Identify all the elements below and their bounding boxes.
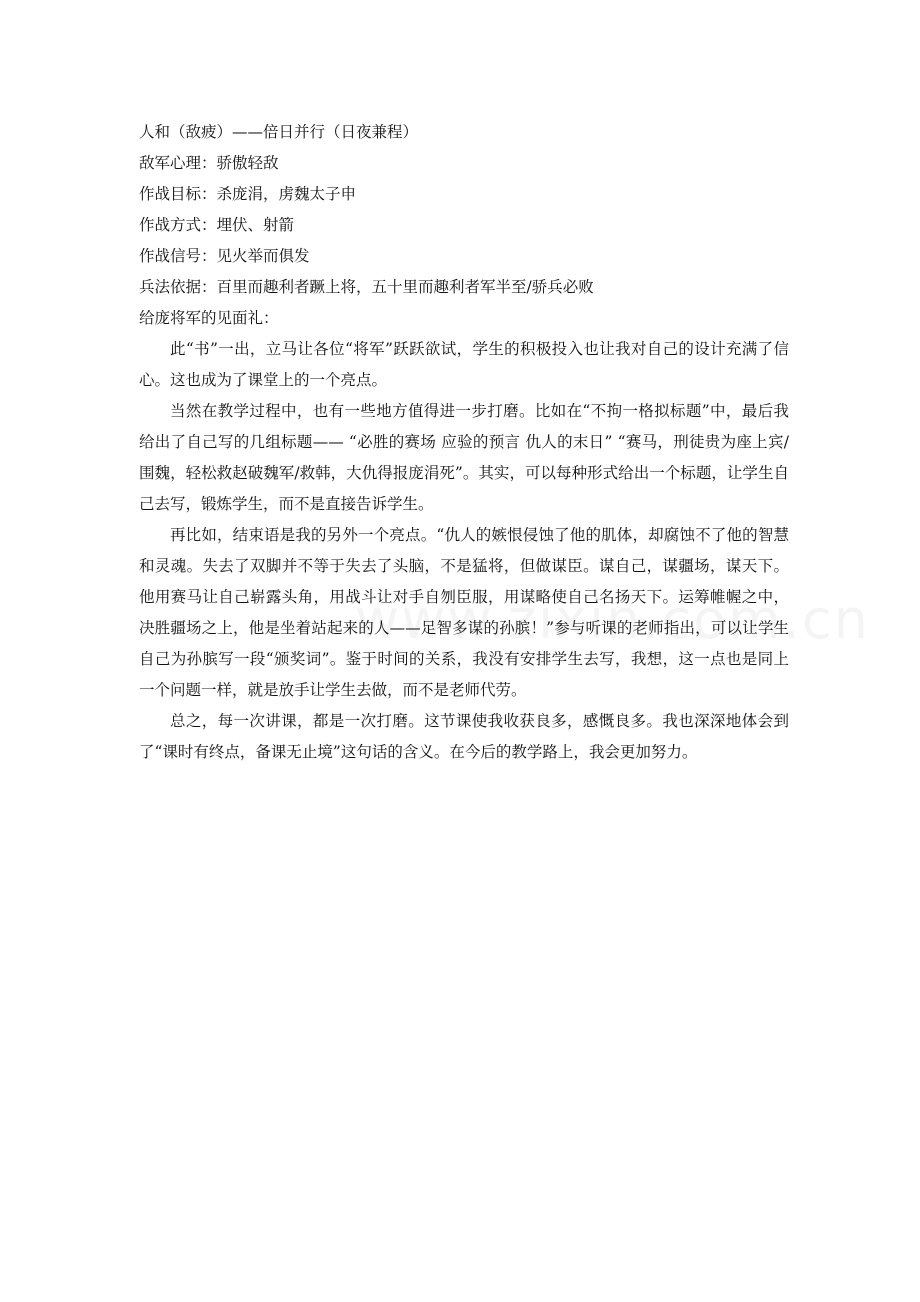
line-gift: 给庞将军的见面礼：: [139, 309, 279, 327]
paragraph-title-polish: 当然在教学过程中，也有一些地方值得进一步打磨。比如在“不拘一格拟标题”中，最后我给出了自己写的几组标题—— “必胜的赛场 应验的预言 仇人的末日” “赛马，刑徒贵为座上宾/围魏，轻松救赵破魏军/救韩，大仇得报庞涓死”。其实，可以每种形式给出一个标题，让学生自己去写，锻炼学生，而不是直接告诉学生。: [139, 402, 789, 513]
line-battle-method: 作战方式：埋伏、射箭: [139, 216, 295, 234]
paragraph-closing-highlight: 再比如，结束语是我的另外一个亮点。“仇人的嫉恨侵蚀了他的肌体，却腐蚀不了他的智慧和灵魂。失去了双脚并不等于失去了头脑，不是猛将，但做谋臣。谋自己，谋疆场，谋天下。他用赛马让自己崭露头角，用战斗让对手自刎臣服，用谋略使自己名扬天下。运筹帷幄之中，决胜疆场之上，他是坐着站起来的人——足智多谋的孙膑！”参与听课的老师指出，可以让学生自己为孙膑写一段“颁奖词”。鉴于时间的关系，我没有安排学生去写，我想，这一点也是同上一个问题一样，就是放手让学生去做，而不是老师代劳。: [139, 526, 789, 699]
document-body: [139, 117, 789, 768]
line-enemy-psychology: 敌军心理：骄傲轻敌: [139, 154, 279, 172]
paragraph-summary: 总之，每一次讲课，都是一次打磨。这节课使我收获良多，感慨良多。我也深深地体会到了“课时有终点，备课无止境”这句话的含义。在今后的教学路上，我会更加努力。: [139, 712, 789, 761]
line-tactics-basis: 兵法依据：百里而趣利者蹶上将，五十里而趣利者军半至/骄兵必败: [139, 278, 594, 296]
paragraph-book-highlight: 此“书”一出，立马让各位“将军”跃跃欲试，学生的积极投入也让我对自己的设计充满了信心。这也成为了课堂上的一个亮点。: [139, 340, 789, 389]
line-battle-goal: 作战目标：杀庞涓，虏魏太子申: [139, 185, 357, 203]
line-renhe: 人和（敌疲）——倍日并行（日夜兼程）: [139, 123, 419, 141]
line-battle-signal: 作战信号：见火举而俱发: [139, 247, 310, 265]
